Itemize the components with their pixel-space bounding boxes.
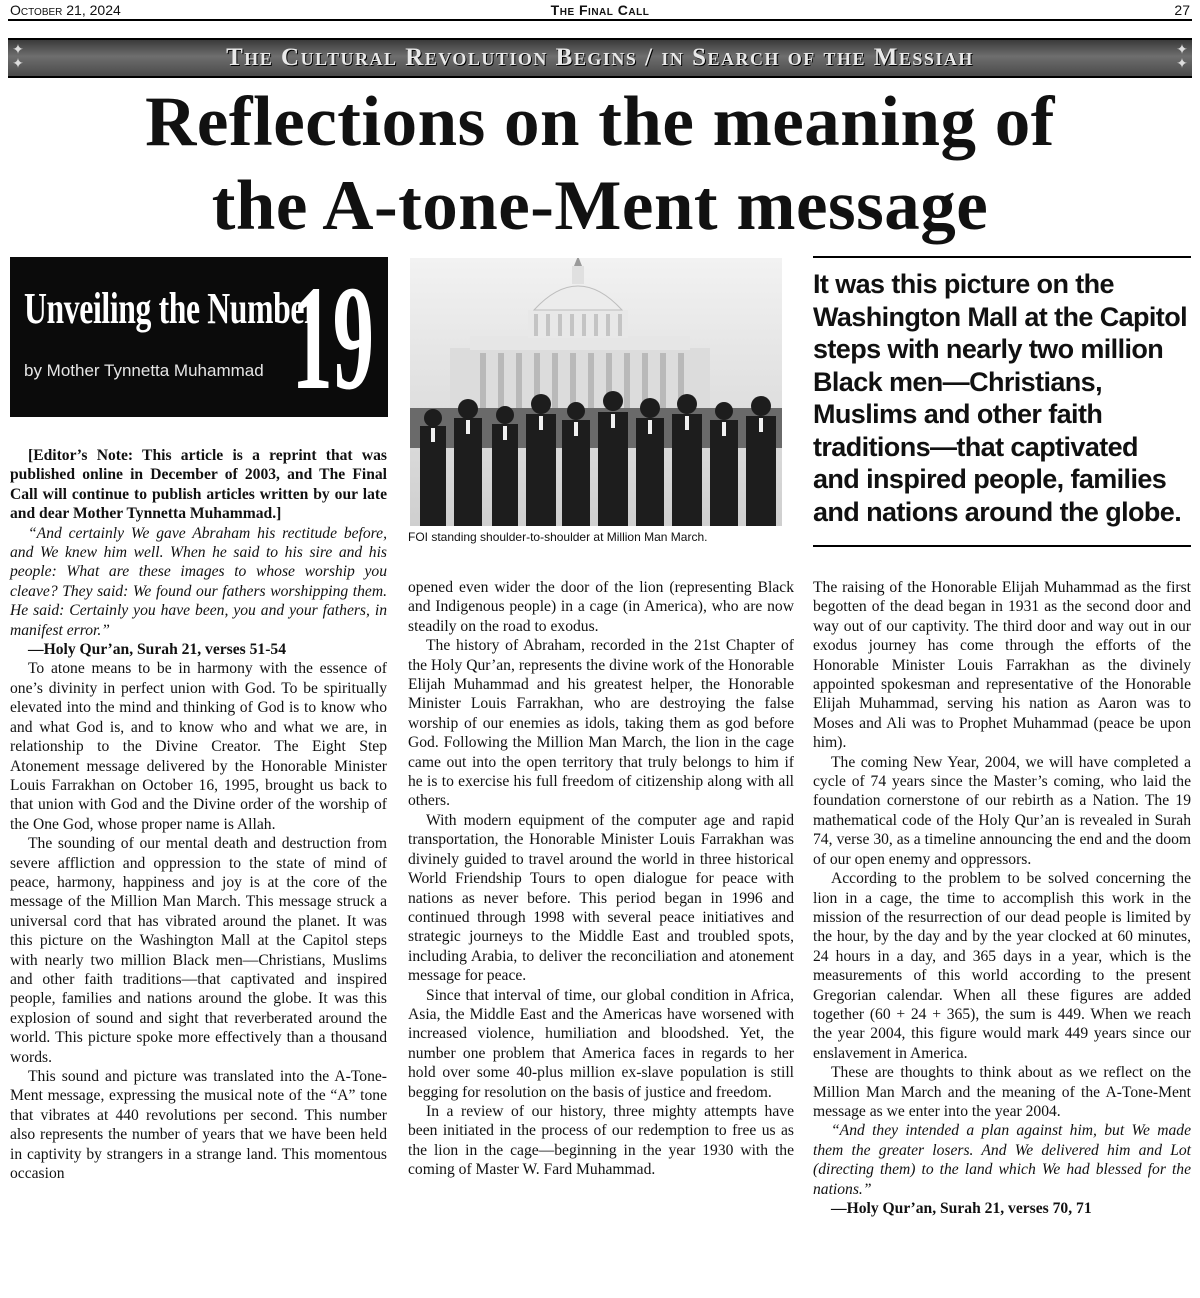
headline-line-2: the A-tone-Ment message: [211, 167, 989, 245]
pull-quote: It was this picture on the Washington Mall at the Capitol steps with nearly two million Black men—Christians, Muslims and other faith traditions—that captivated and inspired people, families and nations around the globe.: [813, 269, 1187, 527]
body-paragraph: In a review of our history, three mighty attempts have been initiated in the process of our redemption to free us as the lion in the cage—beginning in the year 1930 with the coming of Master W. Fard Muhammad.: [408, 1102, 794, 1179]
page-number: 27: [1174, 2, 1190, 18]
top-rule: [8, 19, 1192, 21]
article-headline: [0, 80, 1200, 248]
editor-note: [Editor’s Note: This article is a reprint that was published online in December of 2003, and The Final Call will continue to publish articles written by our late and dear Mother Tynnetta Muhammad.]: [10, 447, 387, 523]
photo-caption: FOI standing shoulder-to-shoulder at Million Man March.: [408, 530, 708, 544]
body-paragraph: The raising of the Honorable Elijah Muhammad as the first begotten of the dead began in 1931 as the second door and way out of our captivity. The third door and way out in our exodus journey has come through the efforts of the Honorable Minister Louis Farrakhan as the divinely appointed spokesman and representative of the Honorable Elijah Muhammad, serving his nation as Aaron was to Moses and Ali was to Prophet Muhammad (peace be upon him).: [813, 579, 1191, 752]
body-paragraph: The sounding of our mental death and destruction from severe affliction and oppression to the state of mind of peace, harmony, happiness and joy is at the core of the message of the Million Man March. This message struck a universal cord that has vibrated around the planet. It was this picture on the Washington Mall at the Capitol steps with nearly two million Black men—Christians, Muslims and other faith traditions—that captivated and inspired people, families and nations around the globe. It was this explosion of sound and sight that reverberated around the world. This picture spoke more effectively than a thousand words.: [10, 835, 387, 1066]
article-column-2: [408, 578, 794, 1180]
pull-quote-rule-bottom: [813, 545, 1191, 547]
column-logo-byline: by Mother Tynnetta Muhammad: [24, 361, 264, 380]
body-paragraph: The history of Abraham, recorded in the 21st Chapter of the Holy Qur’an, represents the divine work of the Honorable Elijah Muhammad and his greatest helper, the Honorable Minister Louis Farrakhan, who are destroying the false worship of our enemies as idols, taking them as god before God. Following the Million Man March, the lion in the cage came out into the open territory that truly belongs to him if he is to exercise his full freedom of citizenship along with all others.: [408, 637, 794, 810]
body-paragraph: According to the problem to be solved concerning the lion in a cage, the time to accomplish this work in the mission of the resurrection of our dead people is limited by the hour, by the day and by the year clocked at 60 minutes, 24 hours in a day, and 365 days in a year, which is the measurements of this world according to the present Gregorian calendar. When all these figures are added together (60 + 24 + 365), the sum is 449. When we reach the year 2004, this figure would mark 449 years since our enslavement in America.: [813, 870, 1191, 1062]
capitol-photo-illustration: [410, 258, 782, 526]
opening-quote: “And certainly We gave Abraham his rectitude before, and We knew him well. When he said to his sire and his people: What are these images to whose worship you cleave? They said: We found our fathers worshipping them. He said: Certainly you have been, you and your fathers, in manifest error.”: [10, 524, 387, 639]
body-paragraph: Since that interval of time, our global condition in Africa, Asia, the Middle East and the Americas have worsened with increased violence, humiliation and bloodshed. Yet, the number one problem that America faces in regards to her hold over some 40-plus million ex-slave population is still begging for resolution on the basis of justice and freedom.: [408, 986, 794, 1101]
section-banner: [8, 38, 1192, 78]
body-paragraph: With modern equipment of the computer age and rapid transportation, the Honorable Minister Louis Farrakhan was divinely guided to travel around the world in three historical World Friendship Tours to open dialogue for peace with nations as never before. This period began in 1996 and continued through 1998 with several peace initiatives and strategic journeys to the Middle East and troubled spots, including Arabia, to deliver the reconciliation and atonement message for peace.: [408, 811, 794, 985]
ornament-left-icon: ✦ ✦: [12, 43, 24, 72]
body-paragraph: These are thoughts to think about as we reflect on the Million Man March and the meaning of the A-Tone-Ment message as we enter into the year 2004.: [813, 1064, 1191, 1120]
ornament-right-icon: ✦ ✦: [1176, 43, 1188, 72]
march-photo: [410, 258, 782, 526]
headline-line-1: Reflections on the meaning of: [145, 83, 1055, 161]
pull-quote-rule-top: [813, 256, 1191, 258]
newspaper-name: The Final Call: [550, 2, 650, 18]
opening-quote-citation: —Holy Qur’an, Surah 21, verses 51-54: [28, 641, 287, 659]
body-paragraph: The coming New Year, 2004, we will have completed a cycle of 74 years since the Master’s coming, who laid the foundation cornerstone of our rebirth as a Nation. The 19 mathematical code of the Holy Qur’an is revealed in Surah 74, verse 30, as a timeline announcing the end and the doom of our open enemy and oppressors.: [813, 753, 1191, 868]
closing-quote-citation: —Holy Qur’an, Surah 21, verses 70, 71: [831, 1200, 1092, 1217]
closing-quote: “And they intended a plan against him, but We made them the greater losers. And We delivered him and Lot (directing them) to the land which We had blessed for the nations.”: [813, 1122, 1191, 1198]
column-logo: [10, 257, 388, 417]
column-logo-number: 19: [291, 257, 374, 417]
column-logo-title: Unveiling the Number: [24, 284, 318, 333]
section-banner-text: The Cultural Revolution Begins / in Search of the Messiah: [226, 44, 974, 71]
body-paragraph: This sound and picture was translated into the A-Tone-Ment message, expressing the musical note of the “A” tone that vibrates at 440 revolutions per second. This number also represents the number of years that we have been held in captivity by strangers in a strange land. This momentous occasion: [10, 1068, 387, 1183]
issue-date: October 21, 2024: [10, 2, 121, 18]
body-paragraph: opened even wider the door of the lion (representing Black and Indigenous people) in a cage (in America), who are now steadily on the road to exodus.: [408, 579, 794, 635]
body-paragraph: To atone means to be in harmony with the essence of one’s divinity in perfect union with God. To be spiritually elevated into the mind and thinking of God is to know who and what God is, and to know who and what we are, in relationship to the Divine Creator. The Eight Step Atonement message delivered by the Honorable Minister Louis Farrakhan on October 16, 1995, brought us back to that union with God and the Divine order of the worship of the One God, whose proper name is Allah.: [10, 660, 387, 833]
article-column-3: [813, 578, 1191, 1218]
article-column-1: [10, 446, 387, 1183]
